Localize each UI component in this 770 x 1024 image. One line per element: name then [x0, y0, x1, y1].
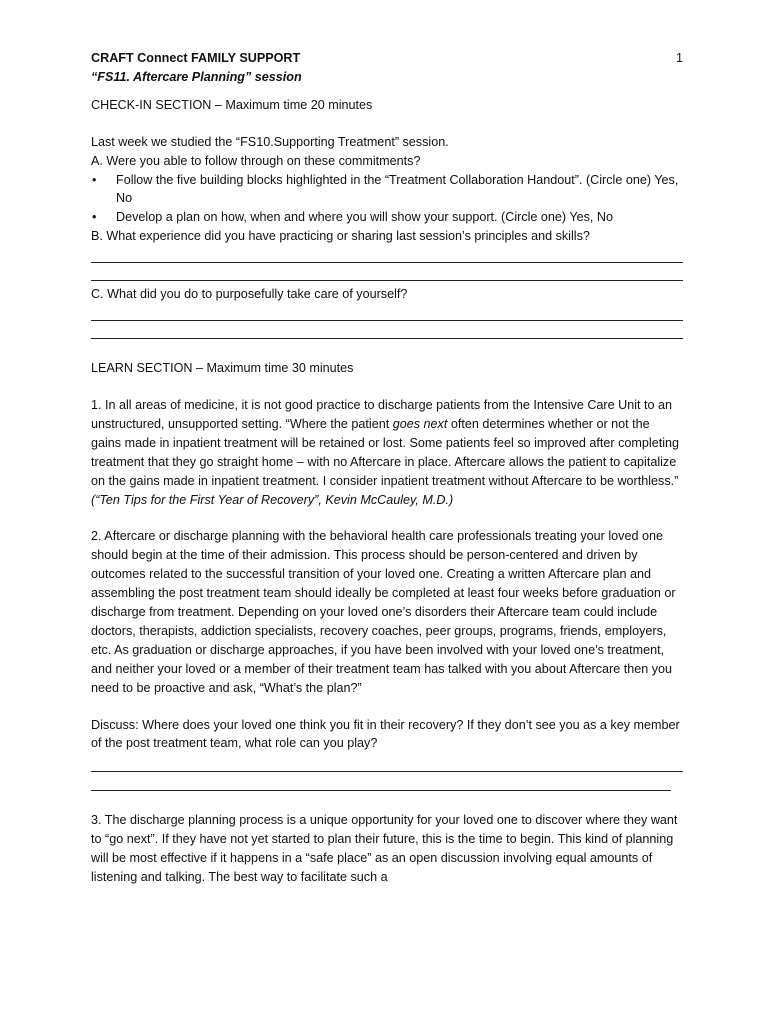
checkin-intro: Last week we studied the “FS10.Supporting Treatment” session.: [91, 134, 449, 149]
question-a: A. Were you able to follow through on these commitments?: [91, 153, 421, 168]
answer-line-b1[interactable]: [91, 262, 683, 263]
document-title: CRAFT Connect FAMILY SUPPORT: [91, 51, 301, 65]
page-number: 1: [675, 51, 683, 65]
answer-line-b2[interactable]: [91, 280, 683, 281]
bullet-item: [91, 171, 683, 209]
bullet-text: Follow the five building blocks highlighted in the “Treatment Collaboration Handout”. (Circle one) Yes, No: [116, 172, 679, 206]
bullet-icon: •: [92, 210, 97, 225]
checkin-heading: CHECK-IN SECTION – Maximum time 20 minutes: [91, 97, 373, 112]
question-c: C. What did you do to purposefully take care of yourself?: [91, 287, 408, 302]
answer-line-d2[interactable]: [91, 790, 671, 791]
discuss-prompt: Discuss: Where does your loved one think you fit in their recovery? If they don’t see you as a key member of the post treatment team, what role can you play?: [91, 717, 680, 751]
document-page: [91, 49, 683, 887]
answer-line-d1[interactable]: [91, 771, 683, 772]
learn-paragraph-3: 3. The discharge planning process is a unique opportunity for your loved one to discover where they want to “go next”. If they have not yet started to plan their future, this is the time to begin. This kind of planning will be most effective if it happens in a “safe place” as an open discussion involving equal amounts of listening and talking. The best way to facilitate such a: [91, 813, 678, 885]
answer-line-c2[interactable]: [91, 338, 683, 339]
learn-paragraph-2: 2. Aftercare or discharge planning with the behavioral health care professionals treating your loved one should begin at the time of their admission. This process should be person-centered and driven by outcomes related to the successful transition of your loved one. Creating a written Aftercare plan and assembling the post treatment team should ideally be completed at least four weeks before graduation or discharge from treatment. Depending on your loved one’s disorders their Aftercare team could include doctors, therapists, addiction specialists, recovery coaches, peer groups, programs, friends, employers, etc. As graduation or discharge approaches, if you have been involved with your loved one’s treatment, and neither your loved or a member of their treatment team has talked with you about Aftercare then you need to be proactive and ask, “What’s the plan?”: [91, 529, 676, 695]
bullet-icon: •: [92, 172, 97, 187]
learn-heading: LEARN SECTION – Maximum time 30 minutes: [91, 361, 354, 376]
bullet-text: Develop a plan on how, when and where you will show your support. (Circle one) Yes, No: [116, 210, 614, 225]
learn-paragraph-1: 1. In all areas of medicine, it is not good practice to discharge patients from the Intensive Care Unit to an unstructured, unsupported setting. “Where the patient goes next often determines whether or not the gains made in inpatient treatment will be retained or lost. Some patients feel so improved after completing treatment that they go straight home – with no Aftercare in place. Aftercare allows the patient to capitalize on the gains made in inpatient treatment. I consider inpatient treatment without Aftercare to be worthless.”: [91, 397, 680, 488]
answer-line-c1[interactable]: [91, 320, 683, 321]
question-b: B. What experience did you have practicing or sharing last session’s principles and skills?: [91, 229, 590, 244]
bullet-item: [91, 208, 683, 227]
session-title: “FS11. Aftercare Planning” session: [91, 69, 302, 84]
learn-citation: (“Ten Tips for the First Year of Recovery”, Kevin McCauley, M.D.): [91, 492, 454, 507]
